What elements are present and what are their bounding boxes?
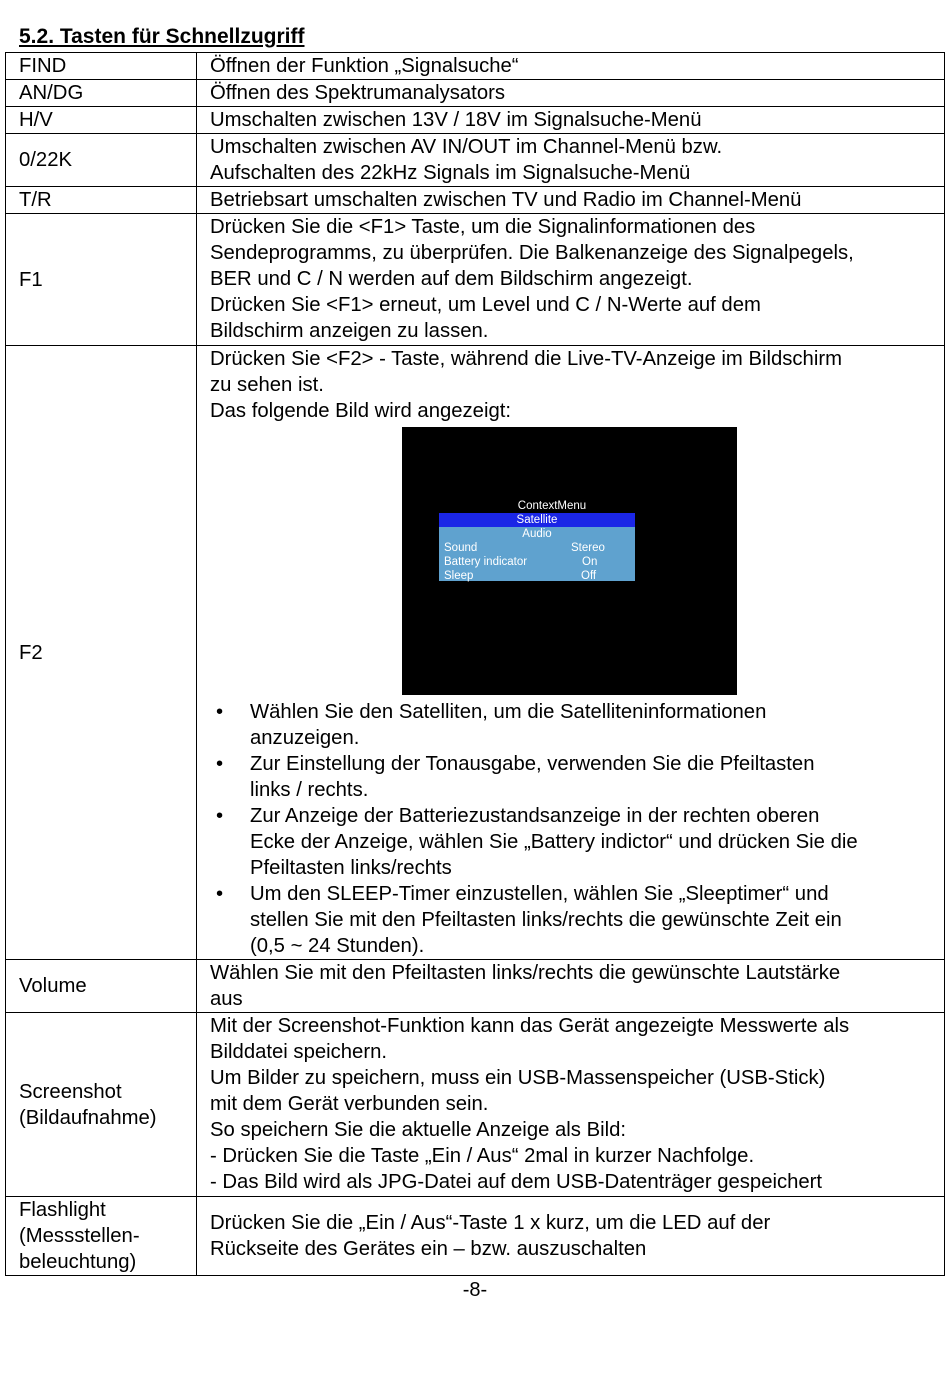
description-line: Drücken Sie <F1> erneut, um Level und C / N-Werte auf dem: [210, 294, 761, 316]
table-row: [6, 80, 945, 107]
key-cell: [6, 53, 197, 80]
description-cell: [197, 134, 945, 187]
key-cell: [6, 1197, 197, 1276]
menu-item-value: Stereo: [571, 542, 605, 554]
list-item: [210, 881, 940, 959]
context-menu-item: [444, 569, 634, 583]
tv-screenshot: [402, 427, 737, 695]
description-line: mit dem Gerät verbunden sein.: [210, 1093, 489, 1115]
table-row: [6, 107, 945, 134]
key-label: beleuchtung): [19, 1251, 137, 1273]
table-row: [6, 1013, 945, 1197]
bullet-icon: •: [216, 753, 224, 775]
list-item: [210, 699, 940, 751]
bullet-list: [210, 699, 940, 959]
key-label: 0/22K: [19, 149, 73, 171]
section-heading: 5.2. Tasten für Schnellzugriff: [19, 25, 305, 48]
table-row: [6, 53, 945, 80]
description-line: - Das Bild wird als JPG-Datei auf dem USB-Datenträger gespeichert: [210, 1171, 823, 1193]
bullet-line: Zur Einstellung der Tonausgabe, verwenden Sie die Pfeiltasten: [250, 753, 815, 775]
key-cell: [6, 80, 197, 107]
description-line: zu sehen ist.: [210, 374, 324, 396]
key-cell: [6, 346, 197, 960]
key-label: F1: [19, 268, 43, 291]
menu-item-label: Sound: [444, 542, 478, 554]
key-cell: [6, 134, 197, 187]
table-row: [6, 134, 945, 187]
description-line: Öffnen des Spektrumanalysators: [210, 82, 505, 104]
key-label: (Messstellen-: [19, 1225, 140, 1247]
context-menu-item: [444, 541, 634, 555]
context-menu-selected-item: Satellite: [439, 513, 635, 527]
list-item: [210, 751, 940, 803]
bullet-line: (0,5 ~ 24 Stunden).: [250, 935, 425, 957]
key-label: F2: [19, 641, 43, 664]
description-line: Drücken Sie die „Ein / Aus“-Taste 1 x kurz, um die LED auf der: [210, 1212, 771, 1234]
description-cell: [197, 214, 945, 346]
key-cell: [6, 107, 197, 134]
context-menu-title: ContextMenu: [517, 500, 587, 512]
context-menu-item: [444, 555, 634, 569]
bullet-icon: •: [216, 883, 224, 905]
menu-item-value: Off: [581, 570, 597, 582]
bullet-icon: •: [216, 805, 224, 827]
bullet-line: Wählen Sie den Satelliten, um die Satelliteninformationen: [250, 701, 767, 723]
table-row: [6, 960, 945, 1013]
bullet-line: stellen Sie mit den Pfeiltasten links/rechts die gewünschte Zeit ein: [250, 909, 842, 931]
menu-item-label: Battery indicator: [444, 556, 528, 568]
context-menu-audio: Audio: [522, 528, 552, 540]
description-line: Wählen Sie mit den Pfeiltasten links/rechts die gewünschte Lautstärke: [210, 962, 841, 984]
bullet-line: anzuzeigen.: [250, 727, 360, 749]
key-label: FIND: [19, 55, 67, 77]
description-line: Das folgende Bild wird angezeigt:: [210, 400, 512, 422]
shortcut-keys-table: [5, 52, 945, 1276]
description-cell: [197, 80, 945, 107]
description-line: Umschalten zwischen 13V / 18V im Signalsuche-Menü: [210, 109, 702, 131]
bullet-line: Ecke der Anzeige, wählen Sie „Battery indictor“ und drücken Sie die: [250, 831, 858, 853]
key-label: (Bildaufnahme): [19, 1106, 157, 1129]
description-cell: [197, 187, 945, 214]
page-number: -8-: [462, 1279, 488, 1301]
description-line: Bildschirm anzeigen zu lassen.: [210, 320, 489, 342]
key-cell: [6, 214, 197, 346]
description-line: Mit der Screenshot-Funktion kann das Gerät angezeigte Messwerte als: [210, 1015, 850, 1037]
description-cell: [197, 1197, 945, 1276]
description-line: Drücken Sie die <F1> Taste, um die Signalinformationen des: [210, 216, 756, 238]
bullet-line: links / rechts.: [250, 779, 369, 801]
description-line: - Drücken Sie die Taste „Ein / Aus“ 2mal in kurzer Nachfolge.: [210, 1145, 755, 1167]
description-cell: [197, 107, 945, 134]
description-line: Öffnen der Funktion „Signalsuche“: [210, 55, 519, 77]
description-line: Bilddatei speichern.: [210, 1041, 388, 1063]
description-cell: [197, 960, 945, 1013]
key-cell: [6, 187, 197, 214]
key-label: H/V: [19, 109, 53, 131]
bullet-line: Zur Anzeige der Batteriezustandsanzeige in der rechten oberen: [250, 805, 820, 827]
description-cell: [197, 346, 945, 960]
description-line: Betriebsart umschalten zwischen TV und Radio im Channel-Menü: [210, 189, 802, 211]
key-label: Flashlight: [19, 1199, 106, 1221]
menu-item-label: Sleep: [444, 570, 474, 582]
description-line: Umschalten zwischen AV IN/OUT im Channel-Menü bzw.: [210, 136, 723, 158]
table-row: [6, 187, 945, 214]
description-line: Rückseite des Gerätes ein – bzw. auszuschalten: [210, 1238, 647, 1260]
description-line: Um Bilder zu speichern, muss ein USB-Massenspeicher (USB-Stick): [210, 1067, 826, 1089]
key-label: Volume: [19, 975, 87, 997]
description-line: Aufschalten des 22kHz Signals im Signalsuche-Menü: [210, 162, 691, 184]
description-line: Sendeprogramms, zu überprüfen. Die Balkenanzeige des Signalpegels,: [210, 242, 854, 264]
description-line: BER und C / N werden auf dem Bildschirm angezeigt.: [210, 268, 693, 290]
description-line: Drücken Sie <F2> - Taste, während die Live-TV-Anzeige im Bildschirm: [210, 348, 842, 370]
table-row: [6, 346, 945, 960]
key-label: Screenshot: [19, 1080, 122, 1103]
description-cell: [197, 53, 945, 80]
menu-item-value: On: [582, 556, 598, 568]
key-label: T/R: [19, 189, 52, 211]
bullet-icon: •: [216, 701, 224, 723]
bullet-line: Pfeiltasten links/rechts: [250, 857, 452, 879]
list-item: [210, 803, 940, 881]
description-cell: [197, 1013, 945, 1197]
table-row: [6, 1197, 945, 1276]
key-label: AN/DG: [19, 82, 84, 104]
description-line: So speichern Sie die aktuelle Anzeige als Bild:: [210, 1119, 627, 1141]
bullet-line: Um den SLEEP-Timer einzustellen, wählen Sie „Sleeptimer“ und: [250, 883, 829, 905]
description-line: aus: [210, 988, 243, 1010]
table-row: [6, 214, 945, 346]
key-cell: [6, 1013, 197, 1197]
key-cell: [6, 960, 197, 1013]
